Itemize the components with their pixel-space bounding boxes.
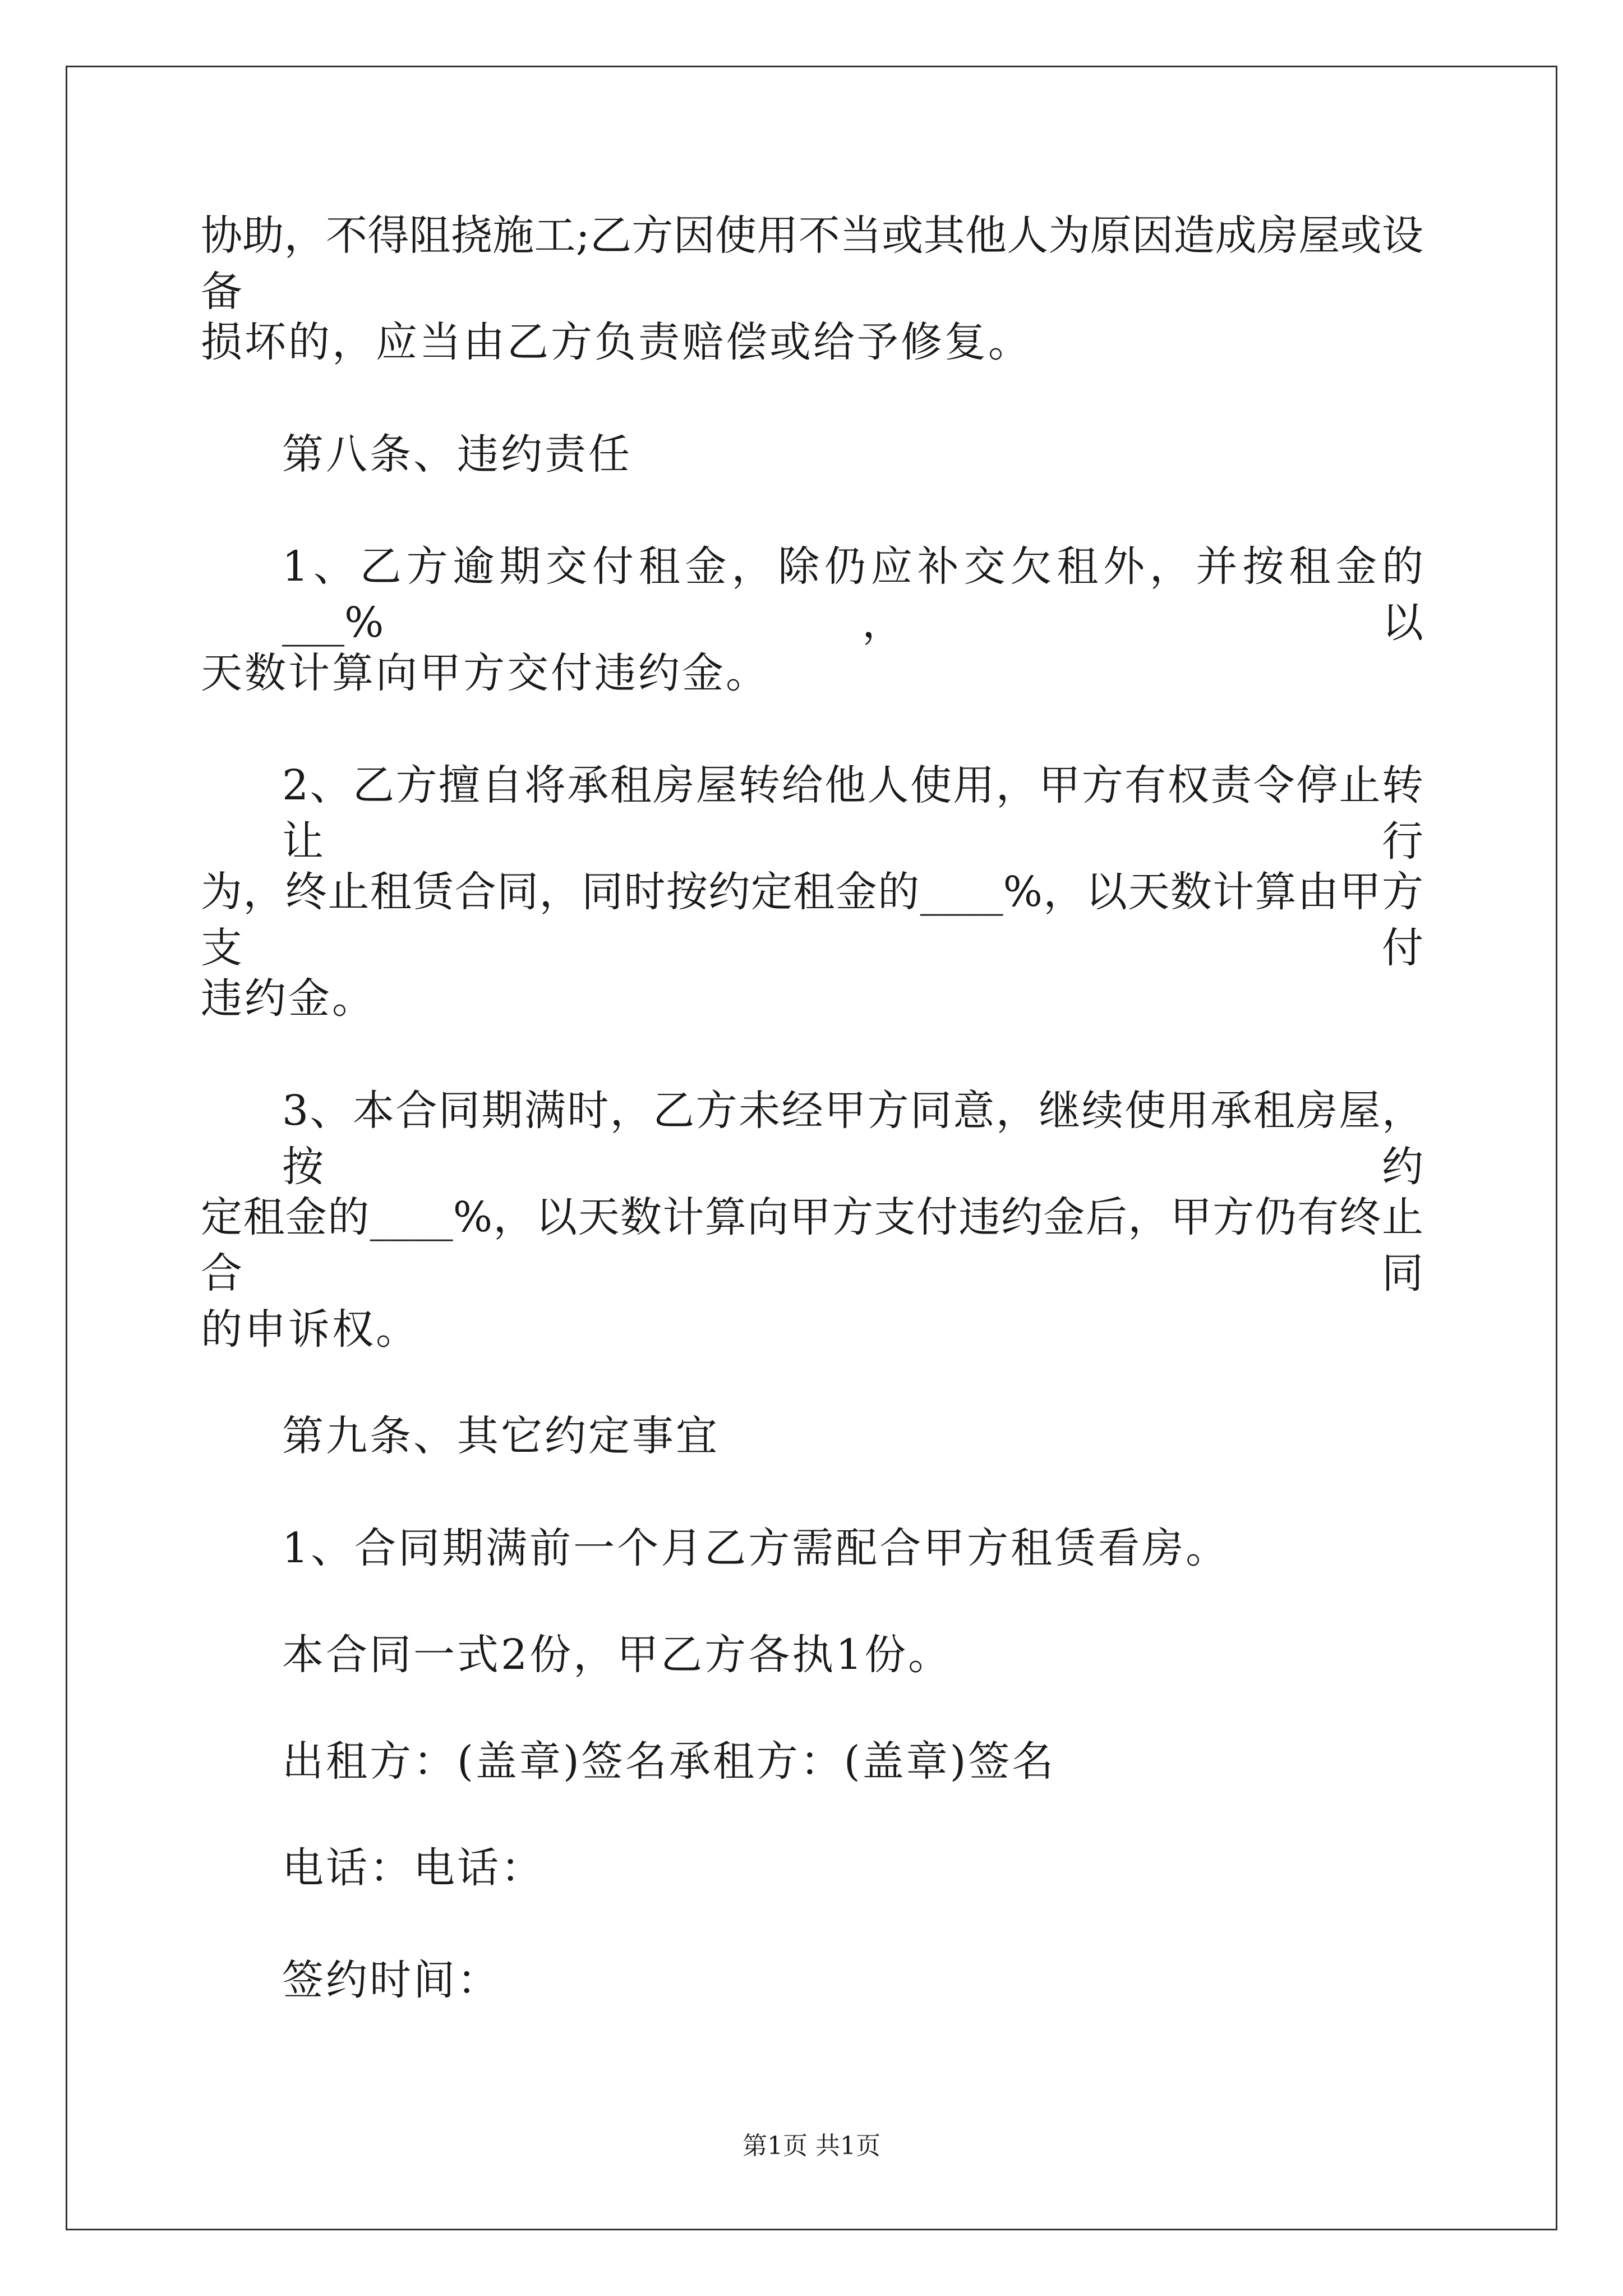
paragraph-line: 违约金。 — [201, 974, 376, 1023]
paragraph-line: 1、合同期满前一个月乙方需配合甲方租赁看房。 — [282, 1524, 1230, 1572]
paragraph-line: 1、乙方逾期交付租金，除仍应补交欠租外，并按租金的___%，以 — [282, 542, 1423, 647]
signature-parties-line: 出租方：(盖章)签名承租方：(盖章)签名 — [282, 1737, 1056, 1786]
paragraph-line: 3、本合同期满时，乙方未经甲方同意，继续使用承租房屋，按约 — [282, 1087, 1423, 1191]
paragraph-line: 天数计算向甲方交付违约金。 — [201, 649, 769, 697]
paragraph-line: 协助，不得阻挠施工;乙方因使用不当或其他人为原因造成房屋或设备 — [201, 211, 1423, 316]
paragraph-line: 定租金的____%，以天数计算向甲方支付违约金后，甲方仍有终止合同 — [201, 1193, 1423, 1297]
paragraph-line: 的申诉权。 — [201, 1305, 419, 1354]
signing-date-line: 签约时间： — [282, 1956, 501, 2004]
paragraph-line: 为，终止租赁合同，同时按约定租金的____%，以天数计算由甲方支付 — [201, 868, 1423, 972]
page-footer: 第1页 共1页 — [743, 2132, 880, 2160]
section-heading-article-8: 第八条、违约责任 — [282, 430, 632, 478]
section-heading-article-9: 第九条、其它约定事宜 — [282, 1412, 720, 1460]
paragraph-line: 本合同一式2份，甲乙方各执1份。 — [282, 1631, 952, 1679]
phone-line: 电话：电话： — [282, 1844, 545, 1892]
paragraph-line: 2、乙方擅自将承租房屋转给他人使用，甲方有权责令停止转让行 — [282, 761, 1423, 866]
paragraph-line: 损坏的，应当由乙方负责赔偿或给予修复。 — [201, 318, 1032, 366]
